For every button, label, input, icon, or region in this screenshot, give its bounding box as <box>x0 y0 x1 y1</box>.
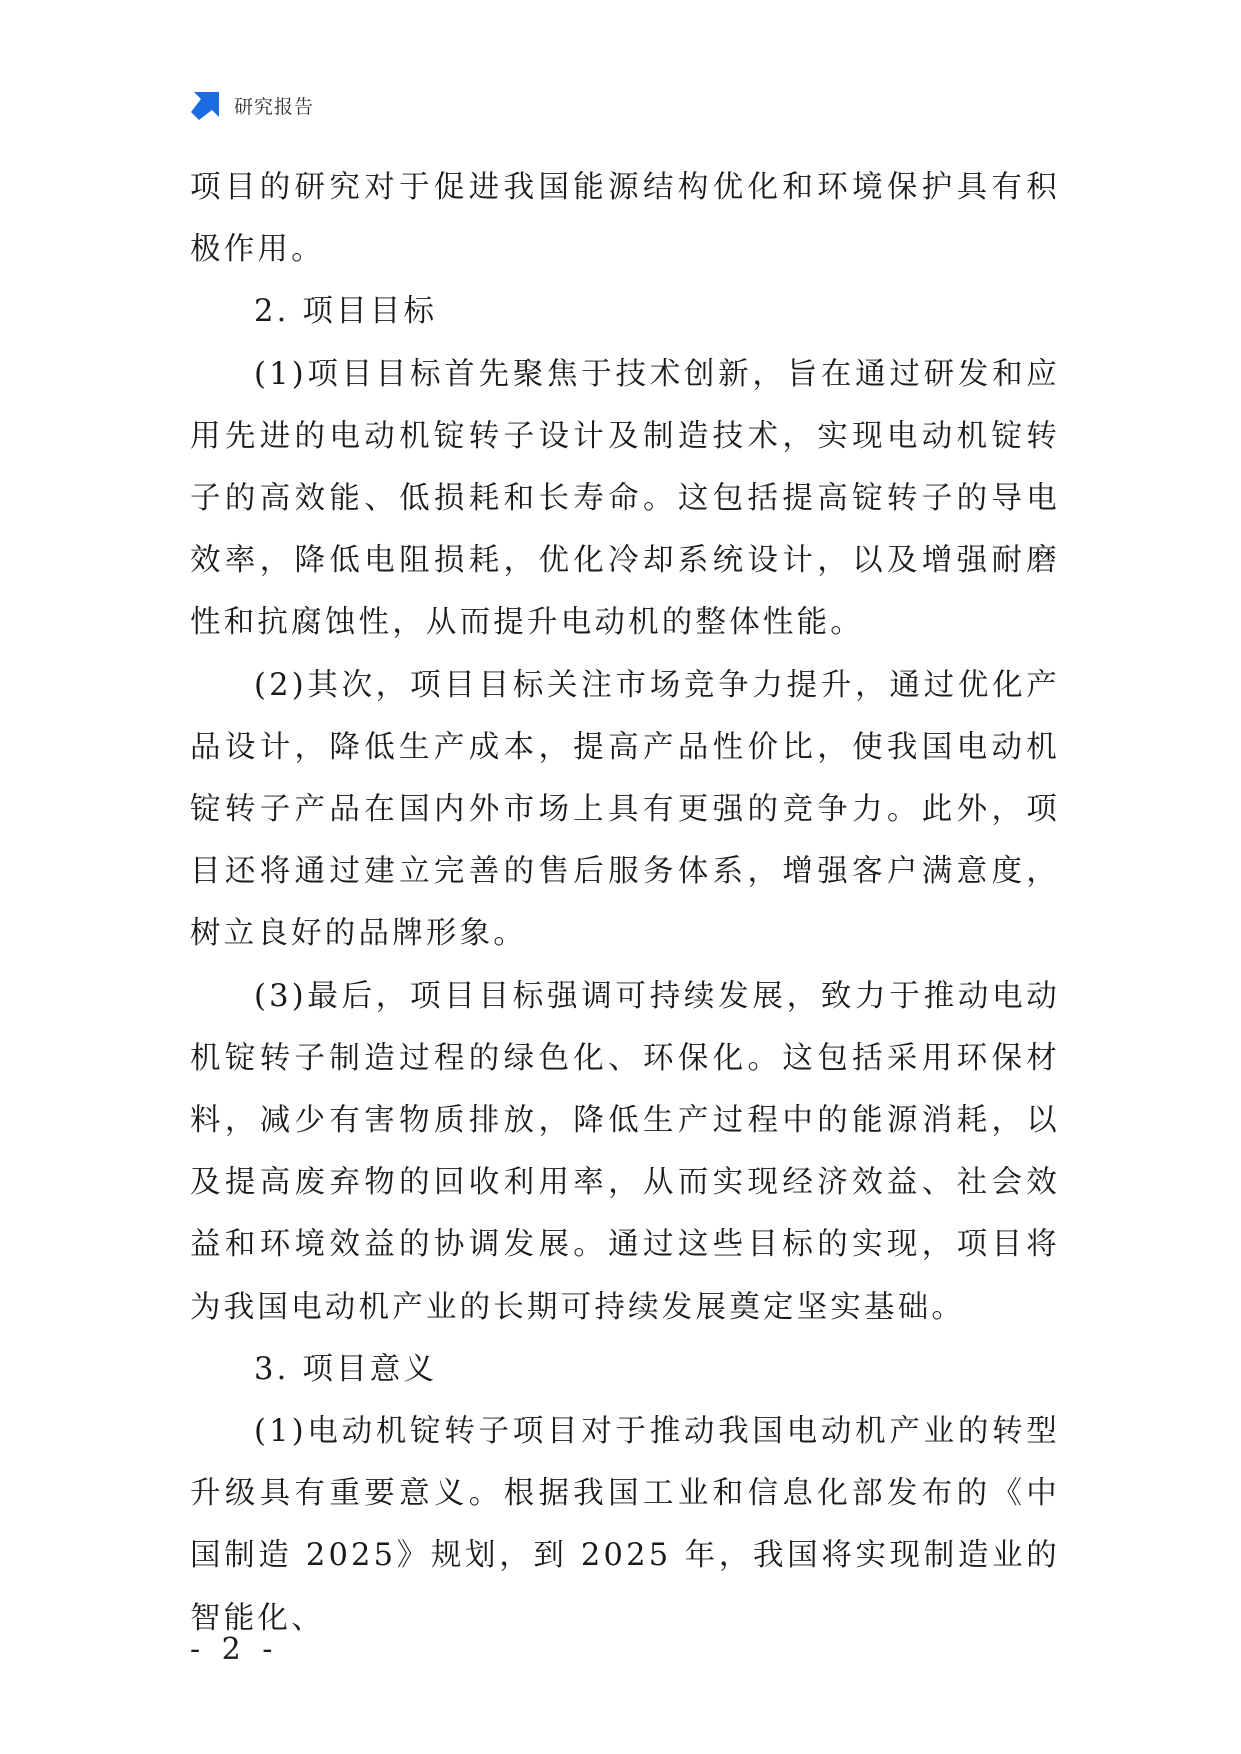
section-heading: 3. 项目意义 <box>254 1351 438 1387</box>
report-header <box>190 88 314 122</box>
brand-label: 研究报告 <box>234 95 315 118</box>
body-paragraph: (2)其次，项目目标关注市场竞争力提升，通过优化产品设计，降低生产成本，提高产品性价比，使我国电动机锭转子产品在国内外市场上具有更强的竞争力。此外，项目还将通过建立完善的售后服务体系，增强客户满意度，树立良好的品牌形象。 <box>190 667 1060 952</box>
document-body <box>190 157 1060 1650</box>
arrow-up-right-icon <box>190 89 222 121</box>
section-heading: 2. 项目目标 <box>254 294 438 330</box>
body-paragraph: (1)项目目标首先聚焦于技术创新，旨在通过研发和应用先进的电动机锭转子设计及制造技术，实现电动机锭转子的高效能、低损耗和长寿命。这包括提高锭转子的导电效率，降低电阻损耗，优化冷却系统设计，以及增强耐磨性和抗腐蚀性，从而提升电动机的整体性能。 <box>190 356 1060 641</box>
body-paragraph: (1)电动机锭转子项目对于推动我国电动机产业的转型升级具有重要意义。根据我国工业和信息化部发布的《中国制造 2025》规划，到 2025 年，我国将实现制造业的智能化、 <box>190 1414 1060 1636</box>
body-paragraph: 项目的研究对于促进我国能源结构优化和环境保护具有积极作用。 <box>190 170 1060 268</box>
body-paragraph: (3)最后，项目目标强调可持续发展，致力于推动电动机锭转子制造过程的绿色化、环保化。这包括采用环保材料，减少有害物质排放，降低生产过程中的能源消耗，以及提高废弃物的回收利用率，从而实现经济效益、社会效益和环境效益的协调发展。通过这些目标的实现，项目将为我国电动机产业的长期可持续发展奠定坚实基础。 <box>190 978 1060 1325</box>
page-number: - 2 - <box>190 1632 279 1667</box>
